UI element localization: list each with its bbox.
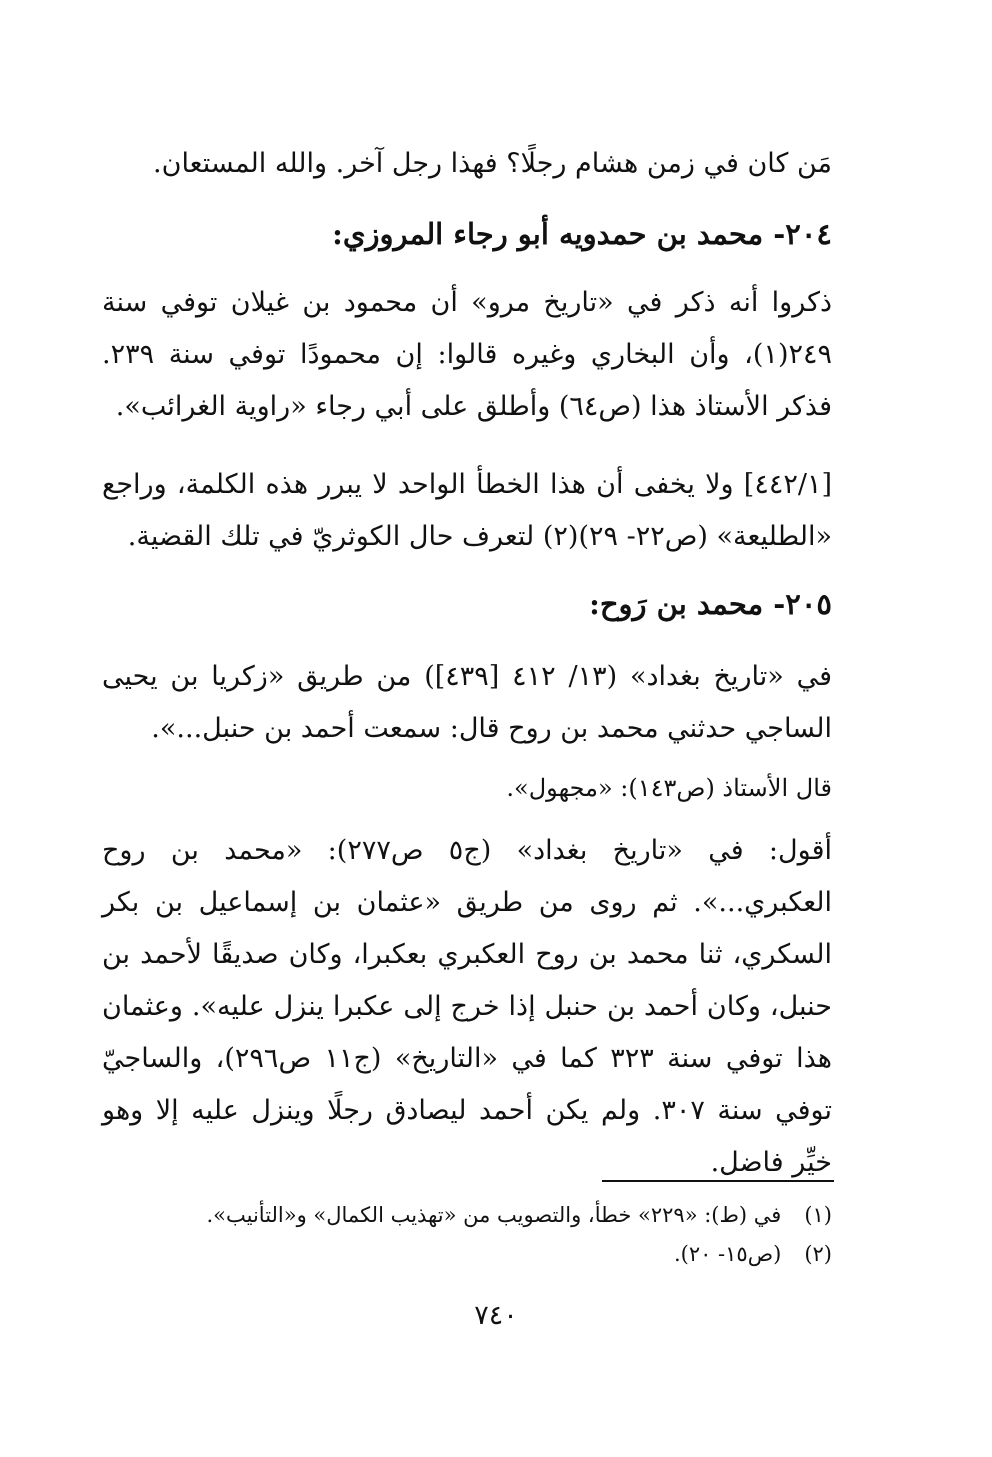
entry-heading-205: ٢٠٥- محمد بن رَوح: — [589, 587, 832, 621]
footnote-1 — [102, 1198, 832, 1232]
paragraph-response: أقول: في «تاريخ بغداد» (ج٥ ص٢٧٧): «محمد بن روح العكبري...». ثم روى من طريق «عثمان بن إسماعيل بن بكر السكري، ثنا محمد بن روح العكبري بعكبرا، وكان صديقًا لأحمد بن حنبل، وكان أحمد بن حنبل إذا خرج إلى عكبرا ينزل عليه». وعثمان هذا توفي سنة ٣٢٣ كما في «التاريخ» (ج١١ ص٢٩٦)، والساجيّ توفي سنة ٣٠٧. ولم يكن أحمد ليصادق رجلًا وينزل عليه إلا وهو خيِّر فاضل. — [102, 835, 832, 1178]
footnote-divider — [602, 1180, 834, 1182]
footnote-2-number: (٢) — [804, 1242, 832, 1266]
footnote-2 — [102, 1237, 832, 1271]
footnote-1-text: في (ط): «٢٢٩» خطأ، والتصويب من «تهذيب الكمال» و«التأنيب». — [206, 1203, 782, 1227]
paragraph-entry-204: ذكروا أنه ذكر في «تاريخ مرو» أن محمود بن غيلان توفي سنة ٢٤٩(١)، وأن البخاري وغيره قالوا: إن محمودًا توفي سنة ٢٣٩. فذكر الأستاذ هذا (ص٦٤) وأطلق على أبي رجاء «راوية الغرائب». — [102, 287, 832, 422]
paragraph-intro: مَن كان في زمن هشام رجلًا؟ فهذا رجل آخر. والله المستعان. — [153, 148, 832, 179]
paragraph-ustadh-quote: قال الأستاذ (ص١٤٣): «مجهول». — [506, 774, 832, 802]
page-number: ٧٤٠ — [474, 1300, 518, 1331]
paragraph-comment-204: [٤٤٢/١] ولا يخفى أن هذا الخطأ الواحد لا يبرر هذه الكلمة، وراجع «الطليعة» (ص٢٢- ٢٩)(٢) لتعرف حال الكوثريّ في تلك القضية. — [102, 469, 832, 552]
footnote-1-number: (١) — [804, 1203, 832, 1227]
footnote-2-text: (ص١٥- ٢٠). — [673, 1242, 782, 1266]
paragraph-entry-205: في «تاريخ بغداد» (١٣/ ٤١٢ [٤٣٩]) من طريق «زكريا بن يحيى الساجي حدثني محمد بن روح قال: سمعت أحمد بن حنبل...». — [102, 661, 832, 744]
entry-heading-204: ٢٠٤- محمد بن حمدويه أبو رجاء المروزي: — [332, 217, 832, 251]
